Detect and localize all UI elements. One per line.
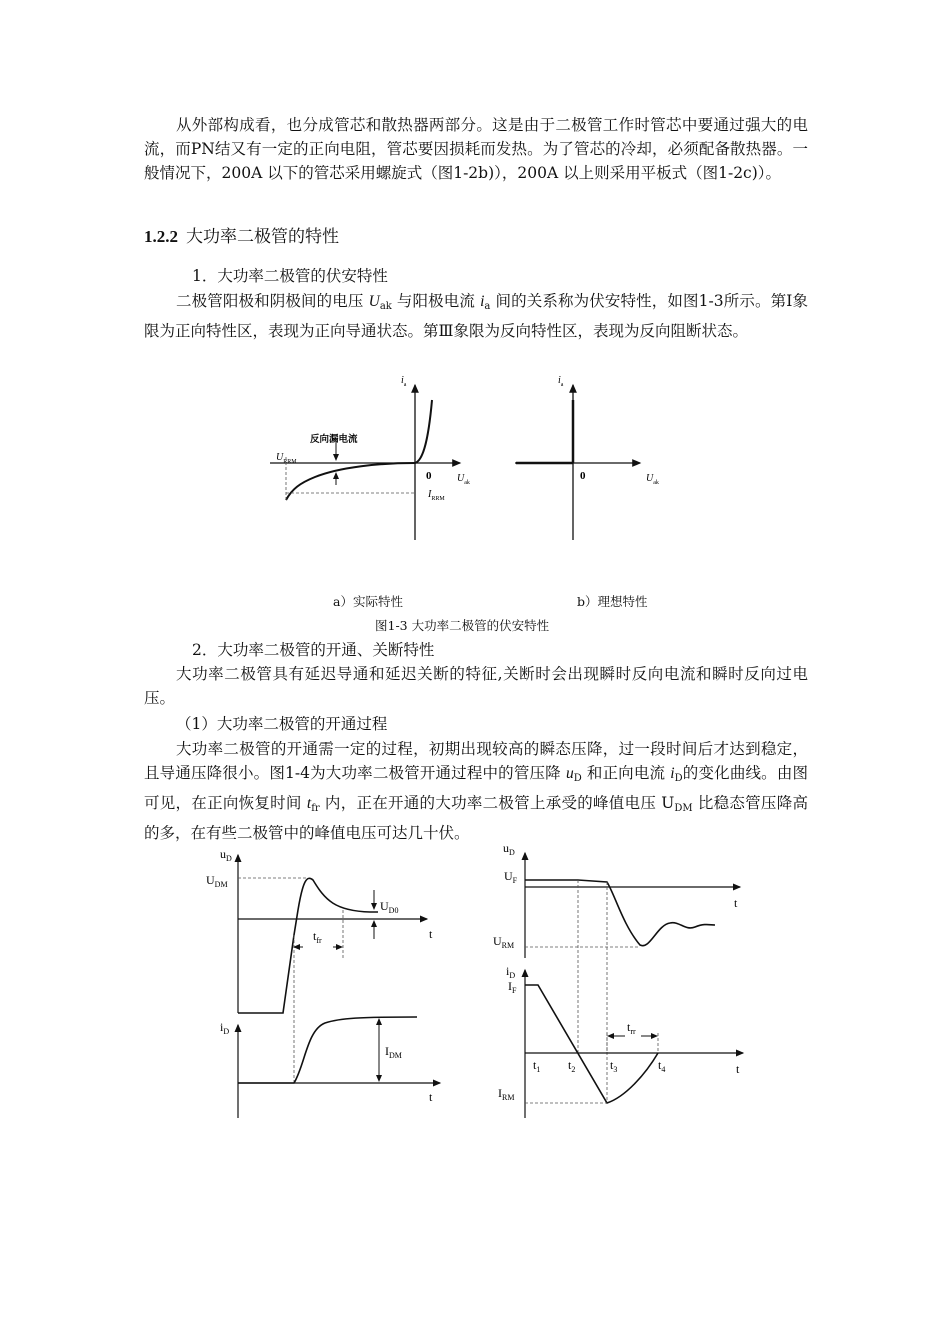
subsection-1-title: 1．大功率二极管的伏安特性 <box>192 267 388 285</box>
fig14l-t-label-top: t <box>429 927 433 941</box>
symbol-iD: i <box>670 765 675 782</box>
fig14l-id-curve <box>238 1017 417 1083</box>
symbol-uD: u <box>565 765 574 782</box>
text-run: 内，正在开通的大功率二极管上承受的峰值电压 U <box>324 794 675 812</box>
text-run: 与阳极电流 <box>396 292 476 310</box>
fig14-right-turn-off <box>493 841 743 1118</box>
fig13a-ia-label: $i_a$ <box>401 375 407 388</box>
fig14l-ud-curve <box>238 878 378 1013</box>
subsection-1-paragraph <box>144 289 808 343</box>
symbol-U: U <box>368 293 380 310</box>
fig14r-id-label: $i_D$ <box>506 964 516 980</box>
fig13b-ideal <box>515 375 659 540</box>
intro-paragraph: 从外部构成看，也分成管芯和散热器两部分。这是由于二极管工作时管芯中要通过强大的电流，而PN结又有一定的正向电阻，管芯要因损耗而发热。为了管芯的冷却，必须配备散热器。一般情况下，200A 以下的管芯采用螺旋式（图1-2b)），200A 以上则采用平板式（图1-2c)）。 <box>144 116 808 182</box>
fig14r-t3-label: $t_3$ <box>610 1058 618 1074</box>
subsection-2-paragraph: 大功率二极管具有延迟导通和延迟关断的特征,关断时会出现瞬时反向电流和瞬时反向过电压。 <box>144 665 808 707</box>
fig14l-ud-label: $u_D$ <box>220 847 232 863</box>
fig13a-forward-curve <box>415 400 432 463</box>
fig14r-t-label-bottom: t <box>736 1062 740 1076</box>
symbol-sub: D <box>674 773 683 784</box>
fig13b-ia-label: $i_a$ <box>558 375 564 388</box>
fig14r-t2-label: $t_2$ <box>568 1058 576 1074</box>
symbol-sub: DM <box>674 803 693 814</box>
fig13b-uak-label: $U_{ak}$ <box>646 473 659 486</box>
subsection-3-paragraph <box>144 737 808 845</box>
fig14r-trr-label: $t_{rr}$ <box>627 1020 636 1036</box>
fig14l-id-label: $i_D$ <box>220 1020 230 1036</box>
figure-1-3 <box>260 365 680 550</box>
fig14r-urm-label: $U_{RM}$ <box>493 934 515 950</box>
fig14-left-turn-on <box>206 847 440 1118</box>
fig13a-urrm-label: $U_{RRM}$ <box>276 452 297 465</box>
symbol-sub: ak <box>379 301 392 312</box>
text-run: 二极管阳极和阴极间的电压 <box>176 292 364 310</box>
text-run: 大功率二极管的开通需一定的过程，初期出现较高的瞬态压降，过一段时间后才达到稳定，且导通压降很小。图1-4为大功率二极管开通过程中的管压降 <box>144 740 808 782</box>
text-run: 间的关系称为伏安特性，如图1-3所示。第Ⅰ象限为正向特性区，表现为正向导通状态。第Ⅲ象限为反向特性区，表现为反向阻断状态。 <box>144 292 808 340</box>
fig13a-reverse-curve <box>286 463 415 500</box>
section-heading <box>144 222 339 247</box>
fig14l-tfr-label: $t_{fr}$ <box>313 929 322 945</box>
symbol-sub: fr <box>311 803 320 814</box>
fig14r-ud-curve <box>525 880 715 946</box>
subsection-2-title: 2．大功率二极管的开通、关断特性 <box>192 641 435 659</box>
fig14l-ud0-label: $U_{D0}$ <box>380 899 399 915</box>
fig14r-t4-label: $t_4$ <box>658 1058 666 1074</box>
fig13-caption-b: b）理想特性 <box>577 594 648 609</box>
fig13a-origin: 0 <box>426 470 432 482</box>
text-run: 和正向电流 <box>586 764 666 782</box>
subsection-3-title: （1）大功率二极管的开通过程 <box>176 715 388 733</box>
fig14l-idm-label: $I_{DM}$ <box>385 1044 402 1060</box>
fig14r-id-curve <box>525 985 658 1103</box>
fig14r-irm-label: $I_{RM}$ <box>498 1086 515 1102</box>
figure-1-4 <box>195 835 755 1125</box>
fig14r-ud-label: $u_D$ <box>503 841 515 857</box>
text-run: 比稳态管压降高的多，在有些二极管中的峰值电压可达几十伏。 <box>144 794 808 842</box>
fig14l-udm-label: $U_{DM}$ <box>206 873 228 889</box>
symbol-i: i <box>480 293 485 310</box>
fig13a-leak-label: 反向漏电流 <box>310 435 358 445</box>
fig13a-actual <box>270 375 470 540</box>
symbol-sub: a <box>484 301 491 312</box>
fig14r-uf-label: $U_F$ <box>504 869 518 885</box>
fig14r-t-label-top: t <box>734 896 738 910</box>
fig13-caption: 图1-3 大功率二极管的伏安特性 <box>375 618 550 633</box>
fig13-caption-a: a）实际特性 <box>333 594 403 609</box>
fig14r-t1-label: $t_1$ <box>533 1058 541 1074</box>
fig14r-if-label: $I_F$ <box>508 979 517 995</box>
fig13b-origin: 0 <box>580 470 586 482</box>
symbol-tfr: t <box>306 795 312 812</box>
symbol-sub: D <box>573 773 582 784</box>
fig13a-irrm-label: $I_{RRM}$ <box>428 489 445 502</box>
section-number: 1.2.2 <box>144 227 178 246</box>
section-title: 大功率二极管的特性 <box>186 227 339 247</box>
fig14l-t-label-bottom: t <box>429 1090 433 1104</box>
text-run: 的变化曲线。由图可见，在正向恢复时间 <box>144 764 808 812</box>
fig13a-uak-label: $U_{ak}$ <box>457 473 470 486</box>
